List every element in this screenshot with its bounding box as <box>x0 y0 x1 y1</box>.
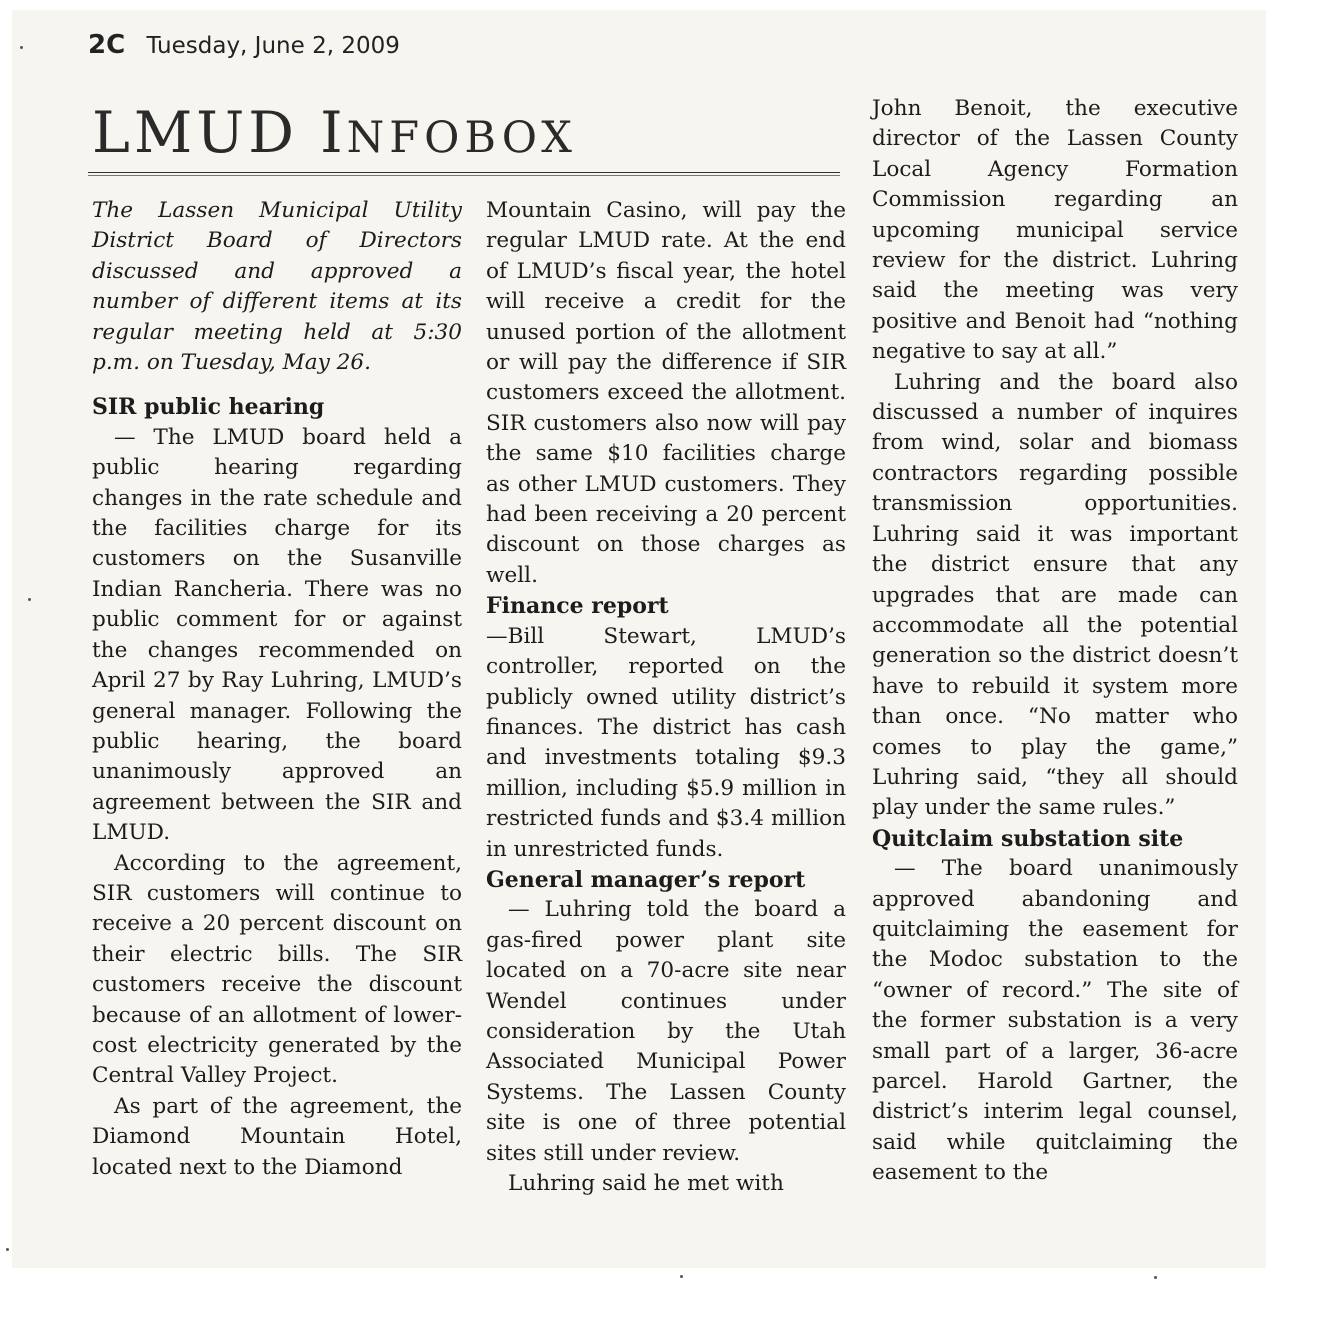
title-small-caps: NFOBOX <box>346 113 577 163</box>
paragraph: Luhring said he met with <box>508 1171 784 1196</box>
paragraph: John Benoit, the executive director of the Lassen County Local Agency Formation Commission regarding an upcoming municipal service review for the district. Luhring said the meeting was very positive and Benoit had “nothing negative to say at all.” <box>872 96 1238 365</box>
paragraph: — The board unanimously approved abandoning and quitclaiming the easement for the Modoc substation to the “owner of record.” The site of the former substation is a very small part of a larger, 36-acre parcel. Harold Gartner, the district’s interim legal counsel, said while quitclaiming the easement to the <box>872 856 1238 1186</box>
article-column-3 <box>872 94 1238 1189</box>
page-number: 2C <box>88 30 126 60</box>
article-column-2 <box>486 196 846 1199</box>
page-title <box>92 100 577 166</box>
speck <box>680 1275 683 1278</box>
article-column-1 <box>92 196 462 1183</box>
paragraph: — Luhring told the board a gas-fired power plant site located on a 70-acre site near Wendel continues under consideration by the Utah Associated Municipal Power Systems. The Lassen County site is one of three potential sites still under review. <box>486 897 846 1166</box>
paragraph: Luhring and the board also discussed a number of inquires from wind, solar and biomass contractors regarding possible transmission opportunities. Luhring said it was important the district ensure that any upgrades that are made can accommodate all the potential generation so the district doesn’t have to rebuild it system more than once. “No matter who comes to play the game,” Luhring said, “they all should play under the same rules.” <box>872 369 1238 821</box>
section-heading-finance: Finance report <box>486 593 669 620</box>
page-folio <box>88 30 400 60</box>
speck <box>28 598 31 601</box>
paragraph: Mountain Casino, will pay the regular LMUD rate. At the end of LMUD’s fiscal year, the hotel will receive a credit for the unused portion of the allotment or will pay the difference if SIR customers exceed the allotment. SIR customers also now will pay the same $10 facilities charge as other LMUD customers. They had been receiving a 20 percent discount on those charges as well. <box>486 198 846 588</box>
paragraph: — The LMUD board held a public hearing regarding changes in the rate schedule and the facilities charge for its customers on the Susanville Indian Rancheria. There was no public comment for or against the changes recommended on April 27 by Ray Luhring, LMUD’s general manager. Following the public hearing, the board unanimously approved an agreement between the SIR and LMUD. <box>92 424 462 846</box>
paragraph: As part of the agreement, the Diamond Mountain Hotel, located next to the Diamond <box>92 1093 462 1180</box>
section-heading-sir: SIR public hearing <box>92 394 325 421</box>
title-initial: I <box>320 100 347 166</box>
section-heading-quitclaim: Quitclaim substation site <box>872 825 1184 852</box>
paragraph: According to the agreement, SIR customers will continue to receive a 20 percent discount on their electric bills. The SIR customers receive the discount because of an allotment of lower-cost electricity generated by the Central Valley Project. <box>92 850 462 1089</box>
title-part-lmud: LMUD <box>92 100 321 166</box>
section-heading-general-manager: General manager’s report <box>486 866 806 893</box>
speck <box>6 1248 9 1251</box>
paragraph: —Bill Stewart, LMUD’s controller, reported on the publicly owned utility district’s finances. The district has cash and investments totaling $9.3 million, including $5.9 million in restricted funds and $3.4 million in unrestricted funds. <box>486 623 846 862</box>
speck <box>20 46 23 49</box>
publication-date: Tuesday, June 2, 2009 <box>146 33 400 59</box>
headline-rule <box>88 172 840 176</box>
speck <box>1154 1276 1157 1279</box>
intro-paragraph: The Lassen Municipal Utility District Board of Directors discussed and approved a number of different items at its regular meeting held at 5:30 p.m. on Tuesday, May 26. <box>92 198 462 376</box>
